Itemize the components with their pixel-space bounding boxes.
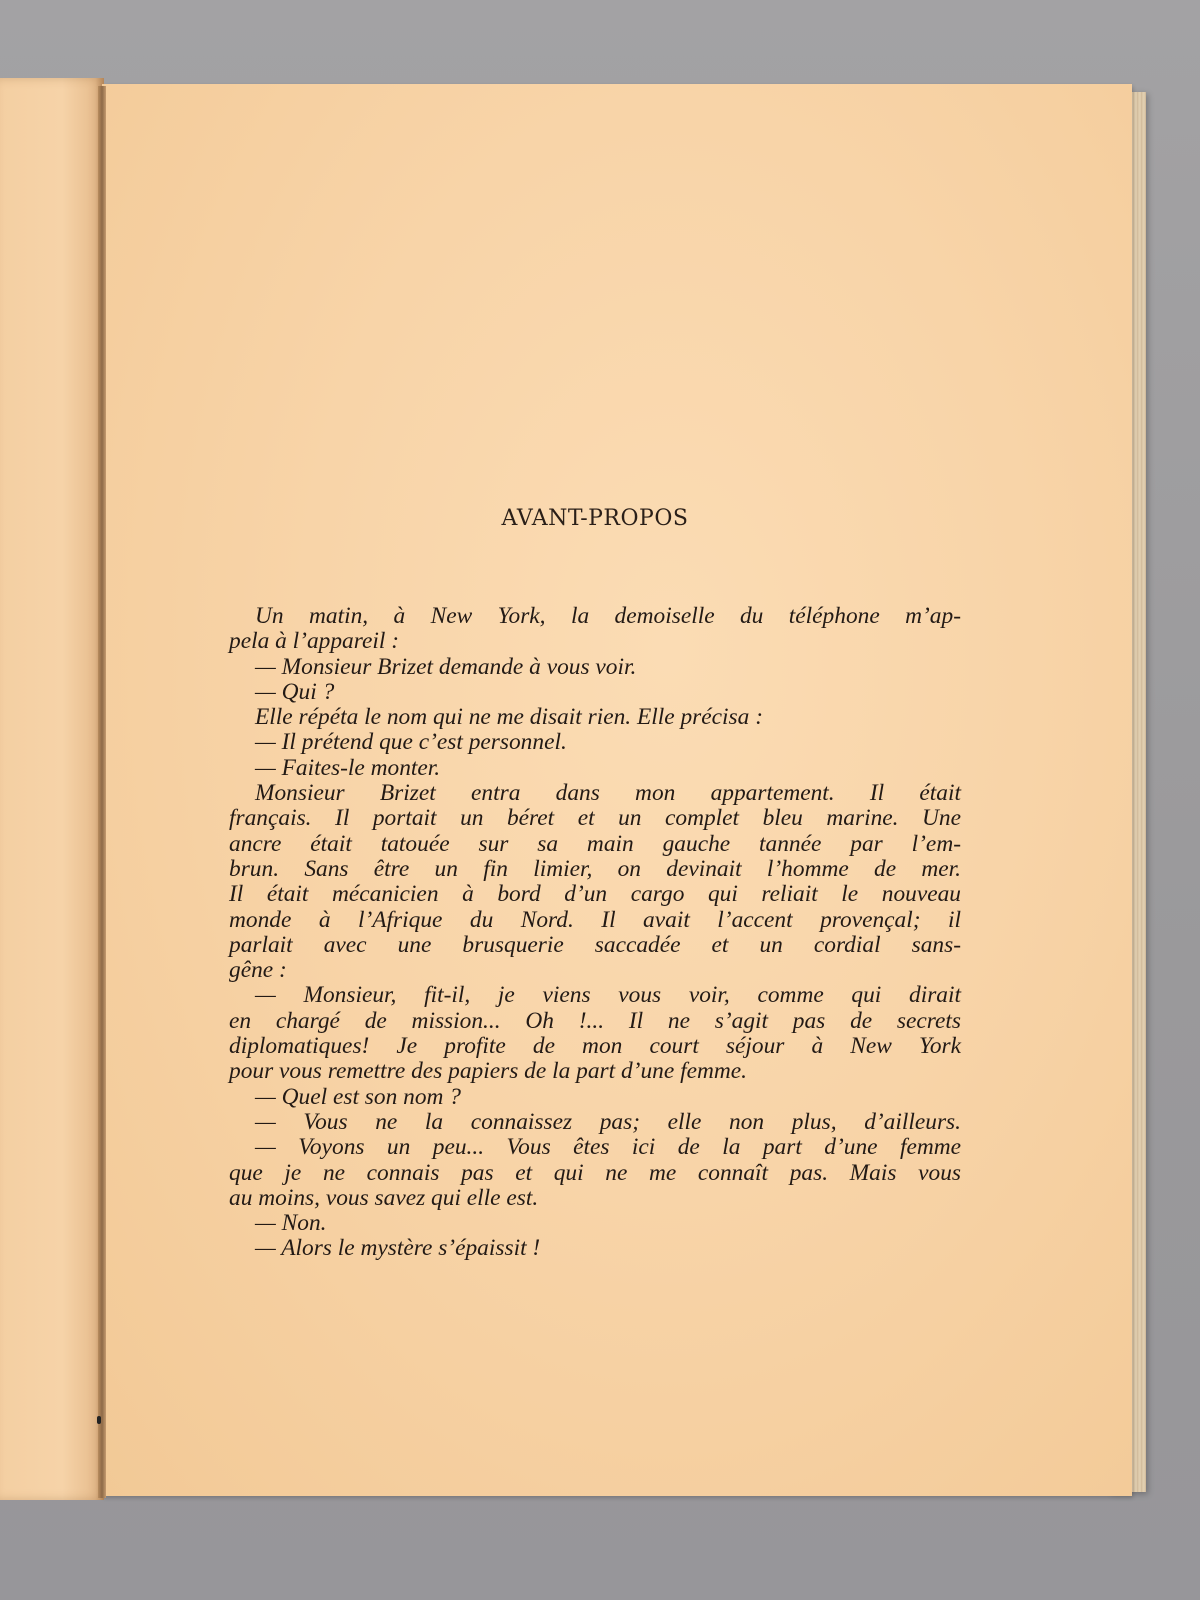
text-line: Il était mécanicien à bord d’un cargo qui reliait le nouveau [229, 881, 961, 908]
text-line: que je ne connais pas et qui ne me connaît pas. Mais vous [229, 1159, 961, 1186]
facing-page [0, 78, 104, 1500]
text-line: monde à l’Afrique du Nord. Il avait l’accent provençal; il [229, 906, 961, 933]
text-line: — Monsieur Brizet demande à vous voir. [255, 653, 637, 680]
text-line: — Faites-le monter. [255, 754, 441, 781]
text-line: — Qui ? [255, 678, 335, 705]
chapter-title: AVANT-PROPOS [501, 506, 689, 531]
margin-mark [97, 1416, 101, 1424]
text-line: diplomatiques! Je profite de mon court séjour à New York [229, 1033, 961, 1060]
text-line: — Quel est son nom ? [255, 1083, 461, 1110]
text-line: parlait avec une brusquerie saccadée et un cordial sans- [229, 931, 961, 958]
text-line: français. Il portait un béret et un complet bleu marine. Une [229, 805, 961, 832]
text-line: — Non. [255, 1210, 327, 1237]
text-line: pour vous remettre des papiers de la part d’une femme. [229, 1058, 747, 1085]
text-line: ancre était tatouée sur sa main gauche tannée par l’em- [229, 830, 961, 857]
body-text [229, 604, 961, 1262]
text-line: Un matin, à New York, la demoiselle du téléphone m’ap- [255, 603, 961, 629]
text-line: en chargé de mission... Oh !... Il ne s’agit pas de secrets [229, 1007, 961, 1034]
text-line: — Alors le mystère s’épaissit ! [255, 1235, 541, 1262]
text-line: — Il prétend que c’est personnel. [255, 729, 567, 756]
text-line: Elle répéta le nom qui ne me disait rien. Elle précisa : [255, 704, 763, 731]
text-line: — Monsieur, fit-il, je viens vous voir, comme qui dirait [255, 982, 961, 1009]
text-line: — Voyons un peu... Vous êtes ici de la part d’une femme [255, 1134, 961, 1161]
text-line: gêne : [229, 957, 287, 984]
text-line: Monsieur Brizet entra dans mon appartement. Il était [255, 780, 961, 807]
text-line: brun. Sans être un fin limier, on devinait l’homme de mer. [229, 855, 961, 882]
text-line: — Vous ne la connaissez pas; elle non plus, d’ailleurs. [255, 1108, 961, 1135]
text-line: pela à l’appareil : [229, 628, 399, 655]
text-line: au moins, vous savez qui elle est. [229, 1184, 539, 1211]
book-gutter [98, 86, 106, 1498]
